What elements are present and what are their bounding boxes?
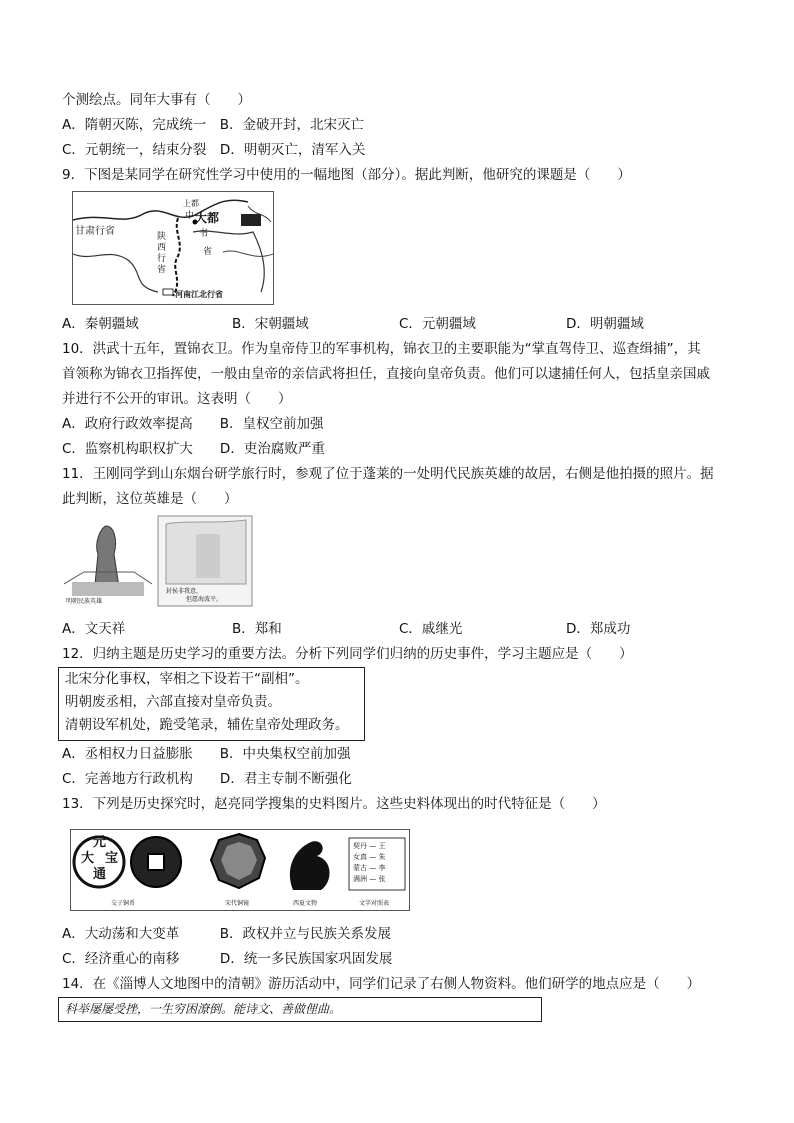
q13-stem: 13．下列是历史探究时，赵亮同学搜集的史料图片。这些史料体现出的时代特征是（ ）	[62, 796, 606, 812]
map-drawing	[73, 192, 273, 304]
surname-table: 契丹 — 王 女真 — 朱 蒙古 — 李 满洲 — 张	[353, 842, 386, 883]
q9-option-d: D．明朝疆域	[566, 316, 644, 332]
photo-statue	[64, 514, 152, 608]
q14-stem: 14．在《淄博人文地图中的清朝》游历活动中，同学们记录了右侧人物资料。他们研学的地点应是（ ）	[62, 976, 701, 992]
q12-box-line-3: 清朝设军机处，跪受笔录，辅佐皇帝处理政务。	[65, 717, 349, 733]
map-label-shu: 书	[199, 229, 209, 239]
q13-options-ab: A．大动荡和大变革 B．政权并立与民族关系发展	[62, 926, 391, 942]
q11-option-c: C．戚继光	[399, 621, 463, 637]
map-label-zhong: 中	[185, 211, 195, 221]
q12-box-line-2: 明朝废丞相，六部直接对皇帝负责。	[65, 694, 281, 710]
map-label-dadu: 大都	[195, 211, 220, 225]
q11-option-b: B．郑和	[232, 621, 282, 637]
q11-option-d: D．郑成功	[566, 621, 631, 637]
q11-stem-2: 此判断，这位英雄是（ ）	[62, 491, 238, 507]
photo-inscription	[156, 514, 254, 608]
q10-stem-1: 10．洪武十五年，置锦衣卫。作为皇帝侍卫的军事机构，锦衣卫的主要职能为“掌直驾侍卫、巡查缉捕”，其	[62, 341, 701, 357]
q11-option-a: A．文天祥	[62, 621, 126, 637]
q12-options-ab: A．丞相权力日益膨胀 B．中央集权空前加强	[62, 746, 351, 762]
q14-material-box	[58, 997, 542, 1022]
q12-box-line-1: 北宋分化事权，宰相之下设若干“副相”。	[65, 671, 309, 687]
q14-box-text: 科举屡屡受挫，一生穷困潦倒。能诗文、善做俚曲。	[65, 1002, 342, 1016]
q12-material-box	[58, 667, 365, 741]
relic-caption-3: 西夏文物	[293, 900, 318, 907]
q11-options	[62, 619, 742, 639]
q8-options-ab: A．隋朝灭陈，完成统一 B．金破开封，北宋灭亡	[62, 117, 364, 133]
map-label-henan: 河南江北行省	[175, 290, 223, 299]
photo-left-caption: 明朝民族英雄	[66, 598, 103, 605]
q8-options-cd: C．元朝统一，结束分裂 D．明朝灭亡，清军入关	[62, 142, 366, 158]
q10-options-cd: C．监察机构职权扩大 D．吏治腐败严重	[62, 441, 325, 457]
q12-options-cd: C．完善地方行政机构 D．君主专制不断强化	[62, 771, 352, 787]
q10-options-ab: A．政府行政效率提高 B．皇权空前加强	[62, 416, 324, 432]
relic-caption-4: 文字对照表	[359, 900, 390, 907]
q11-stem-1: 11．王刚同学到山东烟台研学旅行时，参观了位于蓬莱的一处明代民族英雄的故居，右侧是他拍摄的照片。据	[62, 466, 714, 482]
q9-stem: 9．下图是某同学在研究性学习中使用的一幅地图（部分）。据此判断，他研究的课题是（ ）	[62, 167, 631, 183]
relic-caption-2: 宋代铜镜	[225, 900, 250, 907]
q10-stem-3: 并进行不公开的审讯。这表明（ ）	[62, 391, 292, 407]
map-label-sheng: 省	[203, 247, 213, 257]
q8-tail: 个测绘点。同年大事有（ ）	[62, 92, 251, 108]
q13-options-cd: C．经济重心的南移 D．统一多民族国家巩固发展	[62, 951, 393, 967]
q9-option-c: C．元朝疆域	[399, 316, 476, 332]
map-label-shangdu: 上都	[183, 199, 199, 208]
q9-option-a: A．秦朝疆域	[62, 316, 139, 332]
map-label-shaanxi: 陕 西 行 省	[157, 232, 167, 275]
q10-stem-2: 首领称为锦衣卫指挥使，一般由皇帝的亲信武将担任，直接向皇帝负责。他们可以逮捕任何人，包括皇亲国戚	[62, 366, 710, 382]
photo-right-caption-1: 封侯非我意，	[166, 588, 203, 595]
map-label-gansu: 甘肃行省	[75, 226, 115, 237]
q9-options	[62, 314, 742, 334]
relic-caption-1: 交子铜币	[111, 900, 136, 907]
map-image	[72, 191, 274, 305]
q12-stem: 12．归纳主题是历史学习的重要方法。分析下列同学们归纳的历史事件，学习主题应是（ ）	[62, 646, 633, 662]
q9-option-b: B．宋朝疆域	[232, 316, 309, 332]
relics-image: 元 大 宝 通 契丹 — 王 女真 — 朱 蒙古 — 李 满洲 — 张 交子铜币 宋代铜镜 西夏文物 文字对照表	[70, 829, 410, 911]
photo-right-caption-2: 但愿海波平。	[186, 596, 223, 603]
